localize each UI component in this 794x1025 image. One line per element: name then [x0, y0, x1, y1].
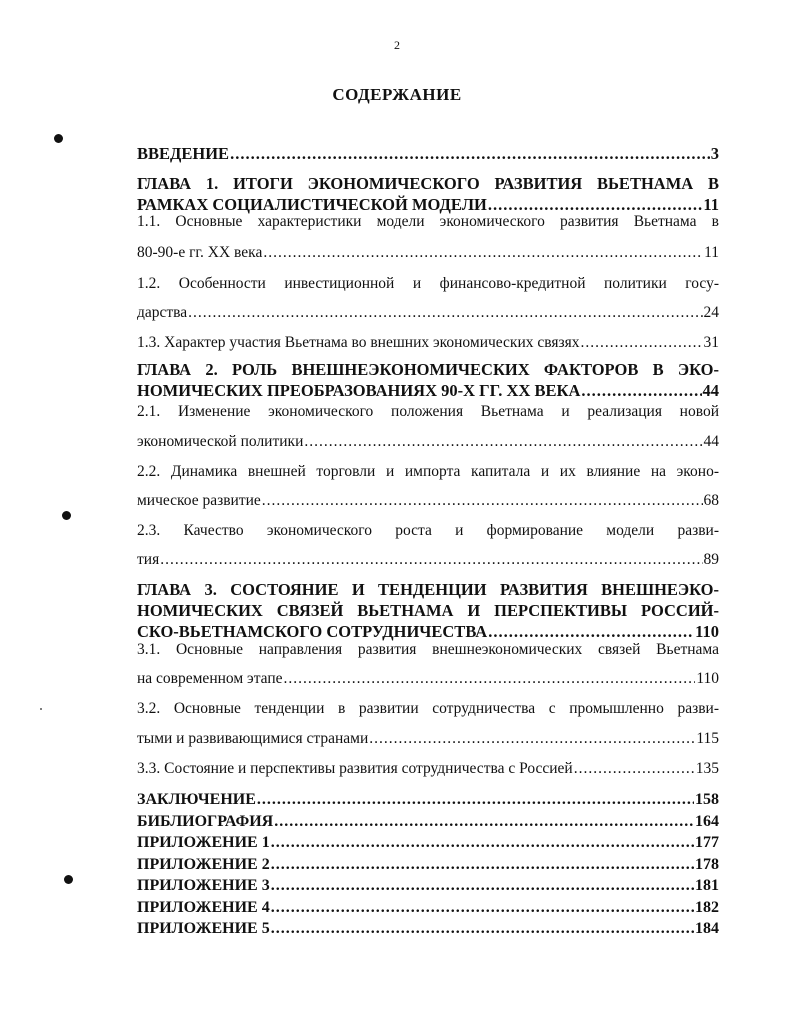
dot-leader — [304, 431, 702, 453]
page-ref: 178 — [695, 856, 719, 873]
page-title: СОДЕРЖАНИЕ — [332, 85, 462, 104]
margin-mark — [62, 511, 71, 520]
dot-leader — [271, 875, 694, 897]
dot-leader — [581, 332, 703, 354]
dot-leader — [160, 549, 702, 571]
page-ref: 110 — [695, 622, 719, 641]
page-ref: 89 — [703, 551, 719, 568]
dot-leader — [274, 811, 694, 833]
dot-leader — [263, 242, 703, 264]
dot-leader — [271, 832, 694, 854]
page-ref: 3 — [710, 144, 719, 163]
page-ref: 135 — [695, 760, 719, 777]
dot-leader — [262, 490, 703, 512]
chapter-title-line: ГЛАВА 1. ИТОГИ ЭКОНОМИЧЕСКОГО РАЗВИТИЯ ВЬЕТНАМА В — [137, 174, 719, 193]
page-ref: 68 — [703, 492, 719, 509]
page-ref: 11 — [703, 195, 719, 214]
page-ref: 31 — [703, 334, 719, 351]
dot-leader — [284, 668, 696, 690]
page-ref: 182 — [695, 899, 719, 916]
dot-leader — [271, 897, 694, 919]
page-ref: 115 — [696, 730, 719, 747]
dot-leader — [257, 789, 694, 811]
dot-leader — [271, 854, 694, 876]
page-ref: 164 — [695, 813, 719, 830]
page-ref: 11 — [704, 244, 719, 261]
chapter-title-line: ГЛАВА 3. СОСТОЯНИЕ И ТЕНДЕНЦИИ РАЗВИТИЯ ВНЕШНЕЭКО- — [137, 580, 719, 599]
page-ref: 181 — [695, 877, 719, 894]
dot-leader — [188, 302, 702, 324]
dot-leader — [574, 758, 695, 780]
margin-mark — [64, 875, 73, 884]
margin-mark — [54, 134, 63, 143]
page-ref: 110 — [696, 670, 719, 687]
chapter-title-line: ГЛАВА 2. РОЛЬ ВНЕШНЕЭКОНОМИЧЕСКИХ ФАКТОРОВ В ЭКО- — [137, 360, 719, 379]
dot-leader — [230, 143, 710, 165]
page-ref: 44 — [703, 433, 719, 450]
dot-leader — [271, 918, 694, 940]
page-ref: 184 — [695, 920, 719, 937]
margin-speck — [40, 708, 42, 710]
dot-leader — [581, 380, 701, 402]
chapter-title-line: НОМИЧЕСКИХ СВЯЗЕЙ ВЬЕТНАМА И ПЕРСПЕКТИВЫ РОССИЙ- — [137, 601, 719, 620]
page-ref: 44 — [702, 381, 719, 400]
dot-leader — [369, 728, 695, 750]
page-number: 2 — [394, 38, 400, 52]
page-ref: 177 — [695, 834, 719, 851]
page-ref: 24 — [703, 304, 719, 321]
page-ref: 158 — [695, 791, 719, 808]
